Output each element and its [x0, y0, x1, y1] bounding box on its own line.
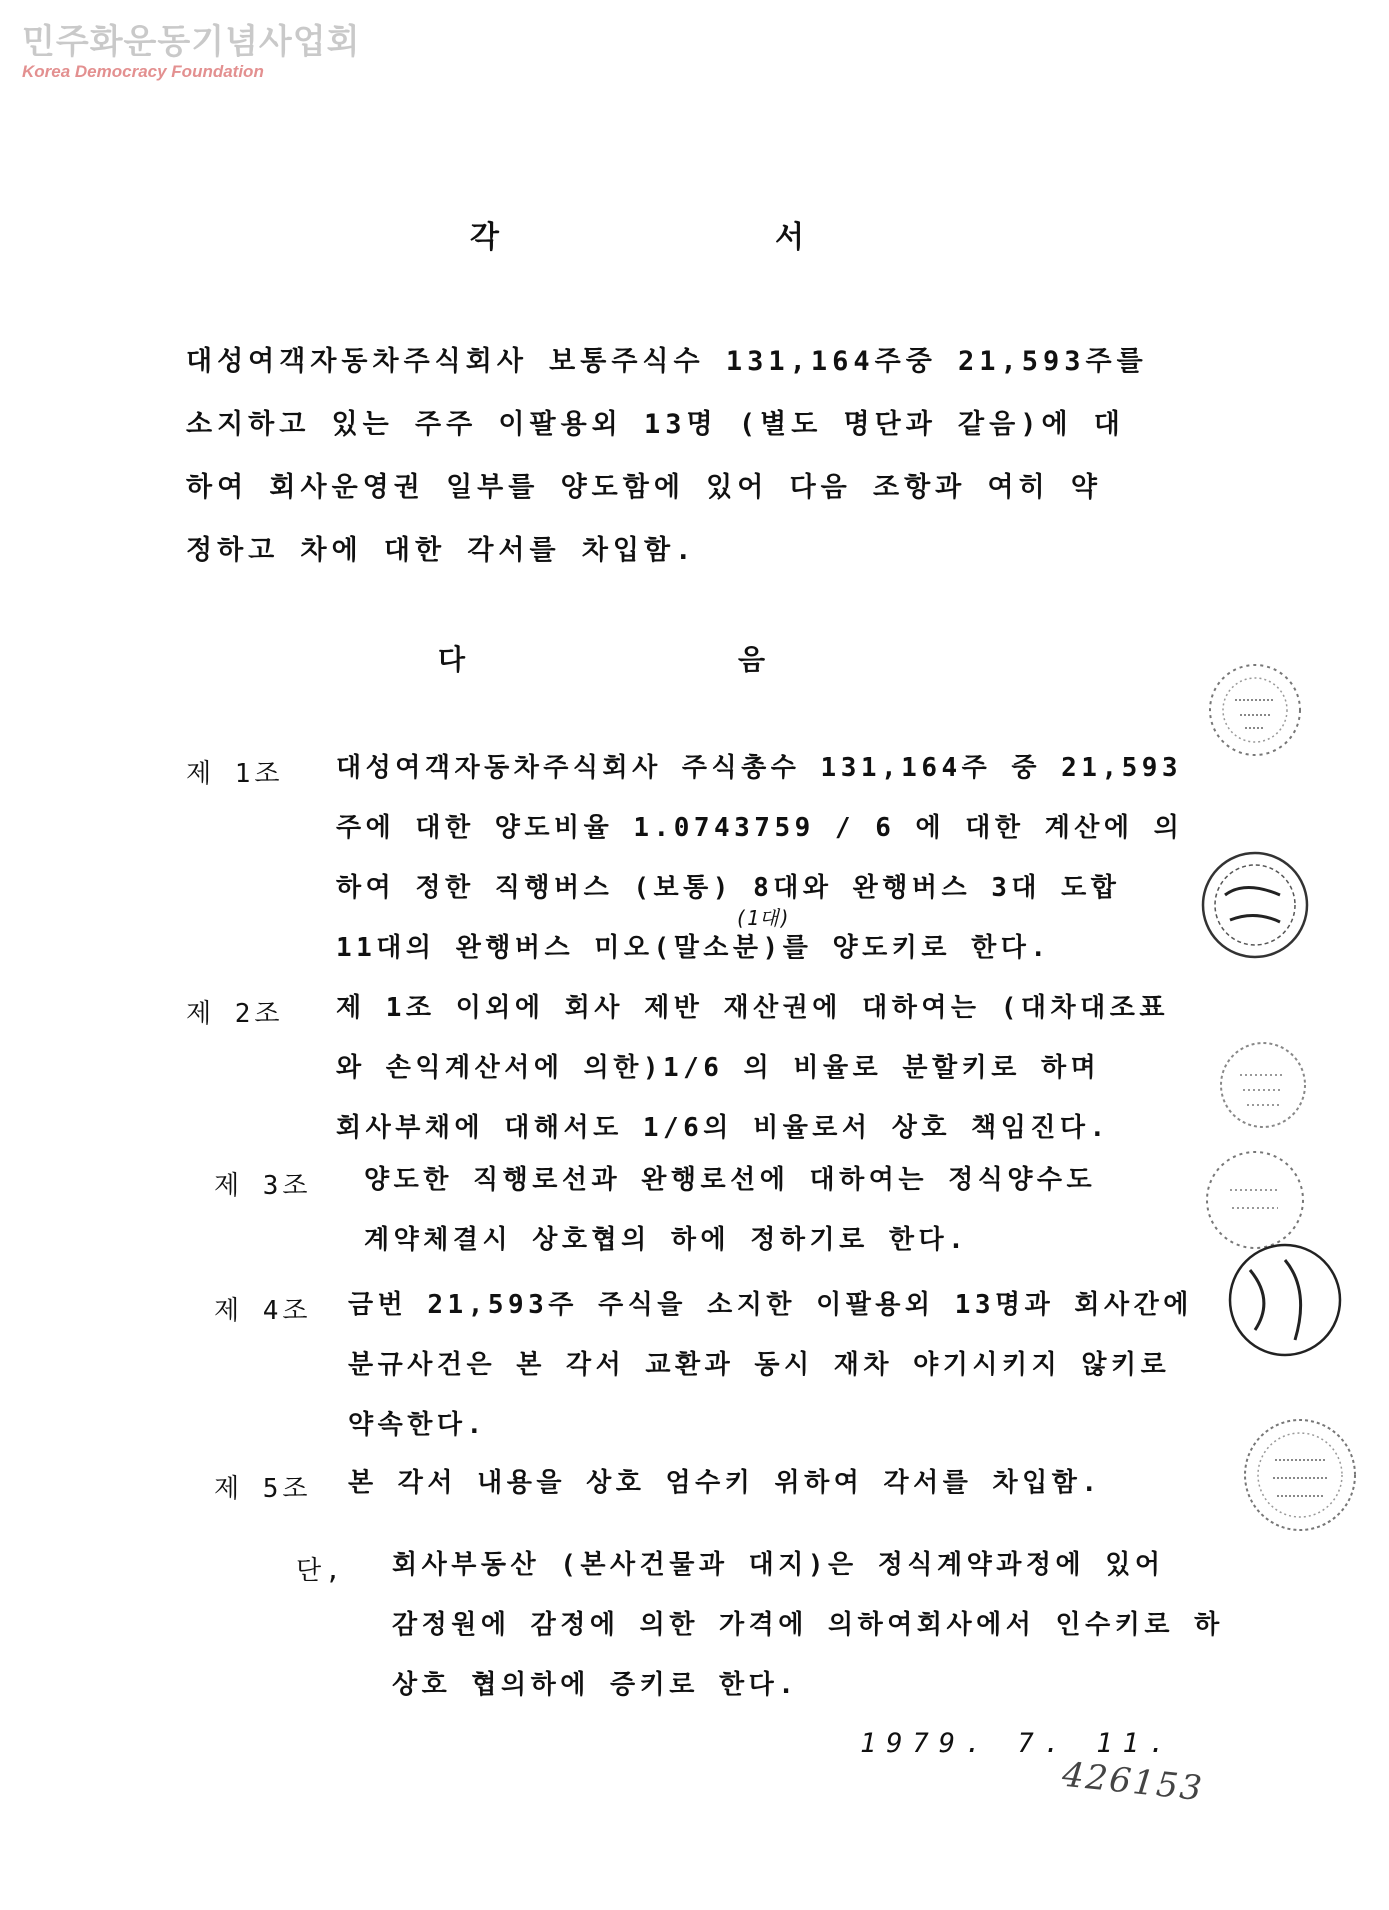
seal-stamp-3 [1205, 1030, 1315, 1140]
article-text [364, 1165, 1096, 1285]
intro-line: 소지하고 있는 주주 이팔용외 13명 (별도 명단과 같음)에 대 [186, 409, 1125, 440]
article-text [348, 1468, 1102, 1528]
section-heading-char-2: 음 [738, 643, 766, 676]
document-title-char-2: 서 [775, 220, 806, 255]
article-line: 11대의 완행버스 미오(말소분)를 양도키로 한다. [336, 933, 1051, 963]
proviso-text [392, 1550, 1224, 1730]
foundation-logo [22, 22, 360, 82]
article-text [348, 1290, 1193, 1470]
article-label: 제 4조 [214, 1296, 312, 1326]
article-line: 하여 정한 직행버스 (보통) 8대와 완행버스 3대 도합 [336, 873, 1121, 903]
proviso-label: 단, [296, 1556, 345, 1586]
logo-korean-text: 민주화운동기념사업회 [22, 22, 361, 62]
article-line: 제 1조 이외에 회사 제반 재산권에 대하여는 (대차대조표 [336, 993, 1169, 1023]
article-label: 제 1조 [186, 759, 284, 789]
article-line: 본 각서 내용을 상호 엄수키 위하여 각서를 차입함. [348, 1468, 1102, 1498]
article-text [336, 753, 1183, 993]
article-text [336, 993, 1169, 1173]
handwritten-doc-number: 426153 [1060, 1754, 1206, 1810]
section-heading-char-1: 다 [438, 643, 466, 676]
seal-stamp-1 [1195, 650, 1305, 770]
seal-stamp-6 [1225, 1400, 1365, 1550]
article-label: 제 2조 [186, 999, 284, 1029]
document-date: 1979. 7. 11. [860, 1728, 1176, 1759]
seal-stamp-5 [1215, 1230, 1345, 1370]
intro-line: 정하고 차에 대한 각서를 차입함. [186, 535, 697, 566]
logo-english-text: Korea Democracy Foundation [22, 62, 264, 81]
article-line: 주에 대한 양도비율 1.0743759 / 6 에 대한 계산에 의 [336, 813, 1184, 843]
article-line: 와 손익계산서에 의한)1/6 의 비율로 분할키로 하며 [336, 1053, 1101, 1083]
article-line: 분규사건은 본 각서 교환과 동시 재차 야기시키지 않키로 [348, 1350, 1171, 1380]
article-line: 회사부채에 대해서도 1/6의 비율로서 상호 책임진다. [336, 1113, 1110, 1143]
proviso-line: 회사부동산 (본사건물과 대지)은 정식계약과정에 있어 [392, 1550, 1165, 1580]
intro-paragraph [186, 330, 1146, 582]
proviso-line: 감정원에 감정에 의한 가격에 의하여회사에서 인수키로 하 [392, 1610, 1224, 1640]
handwritten-annotation: (1대) [735, 906, 791, 930]
article-label: 제 5조 [214, 1474, 312, 1504]
article-label: 제 3조 [214, 1171, 312, 1201]
article-line: 대성여객자동차주식회사 주식총수 131,164주 중 21,593 [336, 753, 1183, 783]
proviso-line: 상호 협의하에 증키로 한다. [392, 1670, 799, 1700]
document-title-char-1: 각 [470, 220, 501, 255]
article-line: 금번 21,593주 주식을 소지한 이팔용외 13명과 회사간에 [348, 1290, 1193, 1320]
seal-stamp-2 [1185, 840, 1315, 970]
intro-line: 하여 회사운영권 일부를 양도함에 있어 다음 조항과 여히 약 [186, 472, 1103, 503]
article-line: 양도한 직행로선과 완행로선에 대하여는 정식양수도 [364, 1165, 1097, 1195]
article-line: 약속한다. [348, 1410, 487, 1440]
intro-line: 대성여객자동차주식회사 보통주식수 131,164주중 21,593주를 [186, 346, 1148, 377]
article-line: 계약체결시 상호협의 하에 정하기로 한다. [364, 1225, 969, 1255]
